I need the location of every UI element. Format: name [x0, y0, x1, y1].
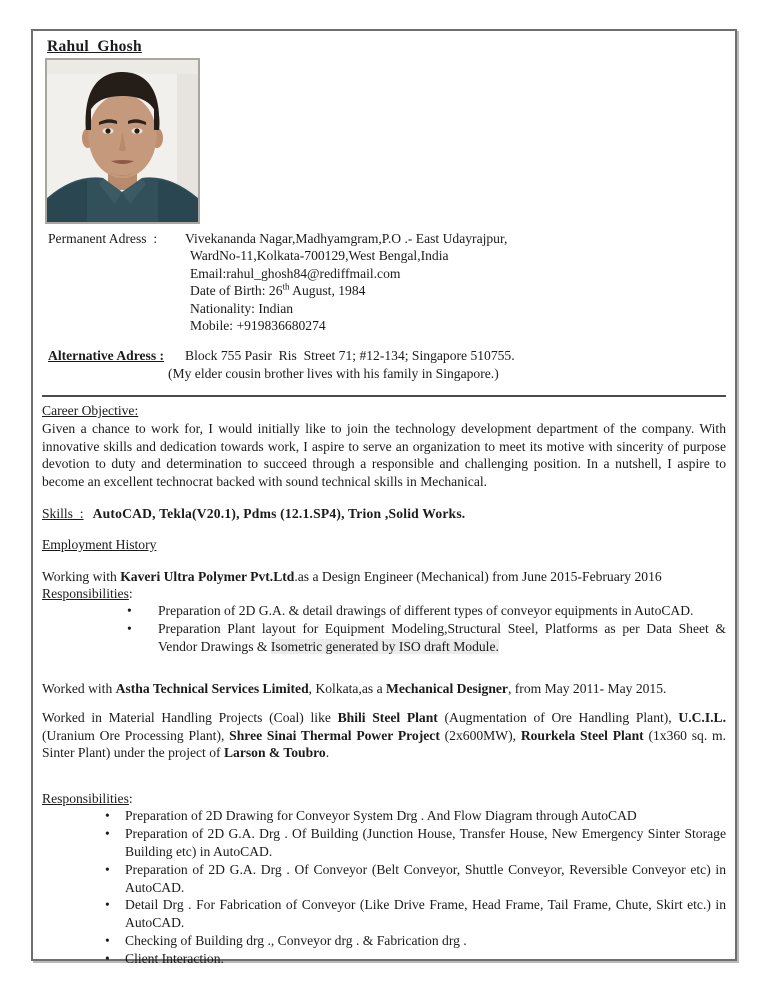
mobile-line: Mobile: +919836680274 — [190, 318, 326, 334]
resume-sheet — [31, 29, 737, 966]
permanent-address-line-1: Vivekananda Nagar,Madhyamgram,P.O .- East Udayrajpur, — [185, 231, 508, 246]
responsibility-item: • Detail Drg . For Fabrication of Conveyor (Like Drive Frame, Head Frame, Tail Frame, Chute, Skirt etc.) in AutoCAD. — [105, 896, 726, 932]
skills-value: AutoCAD, Tekla(V20.1), Pdms (12.1.SP4), Trion ,Solid Works. — [92, 505, 466, 521]
responsibility-item: • Checking of Building drg ., Conveyor drg . & Fabrication drg . — [105, 932, 726, 950]
alternative-address-line-2: (My elder cousin brother lives with his family in Singapore.) — [168, 365, 499, 381]
job1-summary: Working with Kaveri Ultra Polymer Pvt.Ltd.as a Design Engineer (Mechanical) from June 2015-February 2016 — [42, 568, 662, 584]
job1-responsibilities-label: Responsibilities: — [42, 586, 133, 602]
job2-summary: Worked with Astha Technical Services Limited, Kolkata,as a Mechanical Designer, from May 2011- May 2015. — [42, 680, 667, 696]
job2-responsibilities-label: Responsibilities: — [42, 791, 133, 807]
skills-label: Skills : — [42, 505, 84, 521]
alternative-address-block — [42, 347, 726, 382]
employment-history-heading: Employment History — [42, 536, 157, 552]
portrait-photo — [45, 58, 200, 224]
portrait-illustration — [47, 60, 198, 222]
nationality-line: Nationality: Indian — [190, 300, 294, 316]
job2-responsibilities-list — [42, 807, 726, 967]
responsibility-item: • Preparation of 2D G.A. Drg . Of Building (Junction House, Transfer House, New Emergency Sinter Storage Building etc) in AutoCAD. — [105, 825, 726, 861]
section-divider — [42, 395, 726, 397]
career-objective-text: Given a chance to work for, I would initially like to join the technology development department of the company. With innovative skills and dedication towards work, I aspire to serve an organization to meet its motive with sincerity of purpose devotion to duty and determination to succeed through a responsible and challenging position. In a nutshell, I aspire to become an excellent technocrat backed with sound technical skills in Mechanical. — [42, 421, 726, 490]
email-line: Email:rahul_ghosh84@rediffmail.com — [190, 265, 401, 281]
responsibility-item: • Preparation of 2D Drawing for Conveyor System Drg . And Flow Diagram through AutoCAD — [105, 807, 726, 825]
responsibility-item: • Preparation of 2D G.A. & detail drawings of different types of conveyor equipments in AutoCAD. — [127, 602, 726, 620]
alternative-address-label: Alternative Adress : — [48, 348, 165, 364]
responsibility-item: • Preparation of 2D G.A. Drg . Of Conveyor (Belt Conveyor, Shuttle Conveyor, Reversible Conveyor etc) in AutoCAD. — [105, 861, 726, 897]
permanent-address-label: Permanent Adress : — [48, 231, 158, 246]
alternative-address-line-1: Block 755 Pasir Ris Street 71; #12-134; Singapore 510755. — [185, 348, 515, 364]
skills-row — [42, 506, 726, 522]
date-of-birth-line: Date of Birth: 26th August, 1984 — [190, 281, 366, 299]
career-objective-heading: Career Objective: — [42, 403, 139, 419]
responsibility-item: • Client Interaction. — [105, 950, 726, 968]
permanent-address-block — [42, 230, 726, 334]
projects-paragraph: Worked in Material Handling Projects (Coal) like Bhili Steel Plant (Augmentation of Ore Handling Plant), U.C.I.L. (Uranium Ore Processing Plant), Shree Sinai Thermal Power Project (2x600MW), Rourkela Steel Plant (1x360 sq. m. Sinter Plant) under the project of Larson & Toubro. — [42, 710, 726, 761]
permanent-address-line-2: WardNo-11,Kolkata-700129,West Bengal,India — [190, 248, 449, 264]
candidate-name: Rahul Ghosh — [47, 38, 142, 55]
responsibility-item: • Preparation Plant layout for Equipment Modeling,Structural Steel, Platforms as per Data Sheet & Vendor Drawings & Isometric generated by ISO draft Module. — [127, 620, 726, 656]
ordinal-suffix: th — [282, 281, 290, 292]
job1-responsibilities-list — [42, 602, 726, 655]
